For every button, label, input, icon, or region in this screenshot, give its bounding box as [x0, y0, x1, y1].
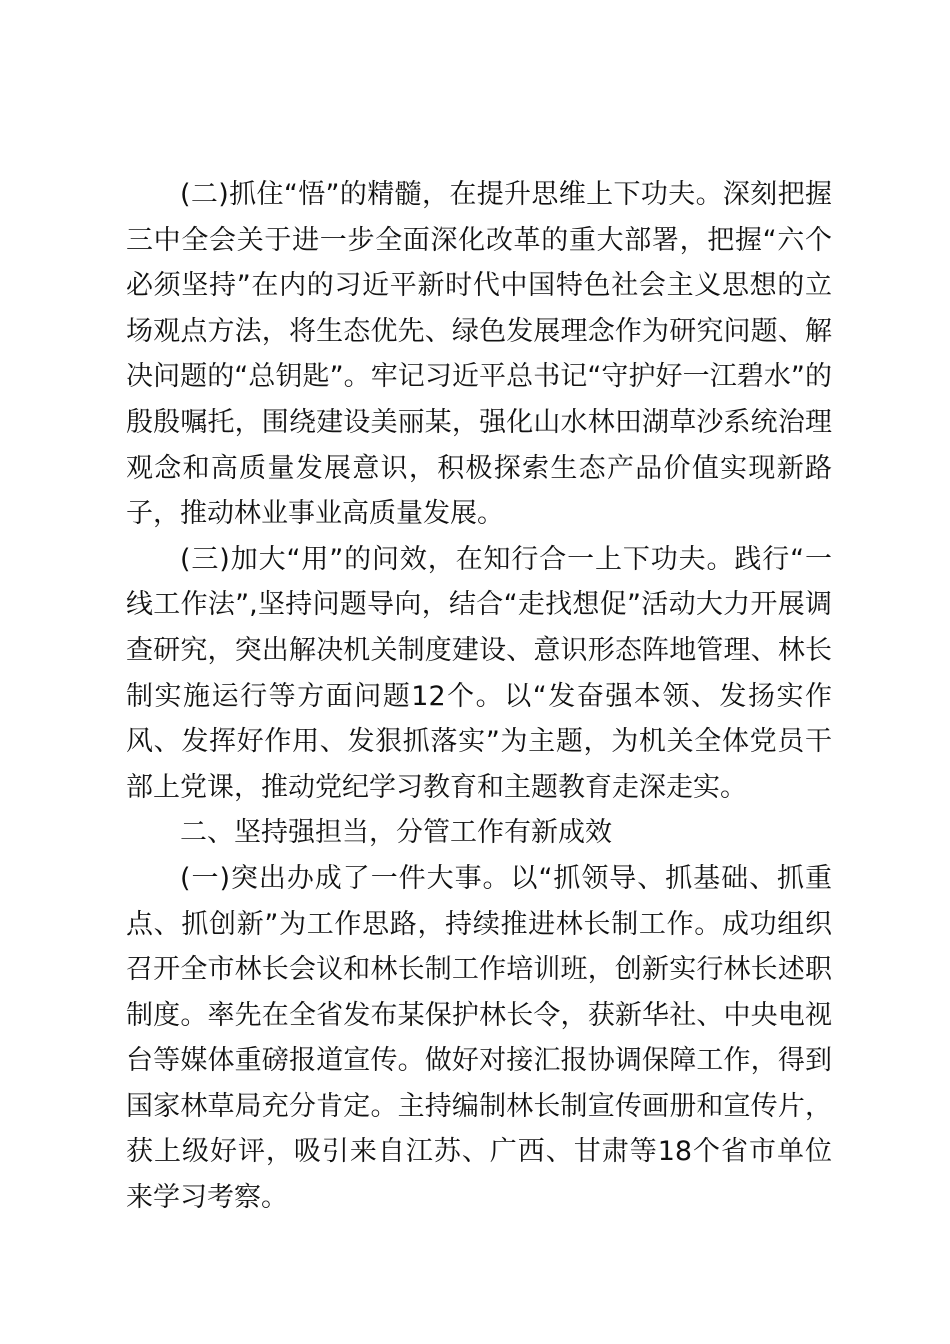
document-body: [126, 172, 832, 1221]
section-heading-2: 二、坚持强担当，分管工作有新成效: [180, 817, 612, 849]
paragraph-2-3-application: (三)加大“用”的问效，在知行合一上下功夫。践行“一线工作法”,坚持问题导向，结合“走找想促”活动大力开展调查研究，突出解决机关制度建设、意识形态阵地管理、林长制实施运行等方面问题12个。以“发奋强本领、发扬实作风、发挥好作用、发狠抓落实”为主题，为机关全体党员干部上党课，推动党纪学习教育和主题教育走深走实。: [126, 543, 832, 803]
paragraph-3-1-major-task: (一)突出办成了一件大事。以“抓领导、抓基础、抓重点、抓创新”为工作思路，持续推进林长制工作。成功组织召开全市林长会议和林长制工作培训班，创新实行林长述职制度。率先在全省发布某保护林长令，获新华社、中央电视台等媒体重磅报道宣传。做好对接汇报协调保障工作，得到国家林草局充分肯定。主持编制林长制宣传画册和宣传片，获上级好评，吸引来自江苏、广西、甘肃等18个省市单位来学习考察。: [126, 862, 832, 1214]
paragraph-2-2-understanding: (二)抓住“悟”的精髓，在提升思维上下功夫。深刻把握三中全会关于进一步全面深化改革的重大部署，把握“六个必须坚持”在内的习近平新时代中国特色社会主义思想的立场观点方法，将生态优先、绿色发展理念作为研究问题、解决问题的“总钥匙”。牢记习近平总书记“守护好一江碧水”的殷殷嘱托，围绕建设美丽某，强化山水林田湖草沙系统治理观念和高质量发展意识，积极探索生态产品价值实现新路子，推动林业事业高质量发展。: [126, 179, 832, 530]
